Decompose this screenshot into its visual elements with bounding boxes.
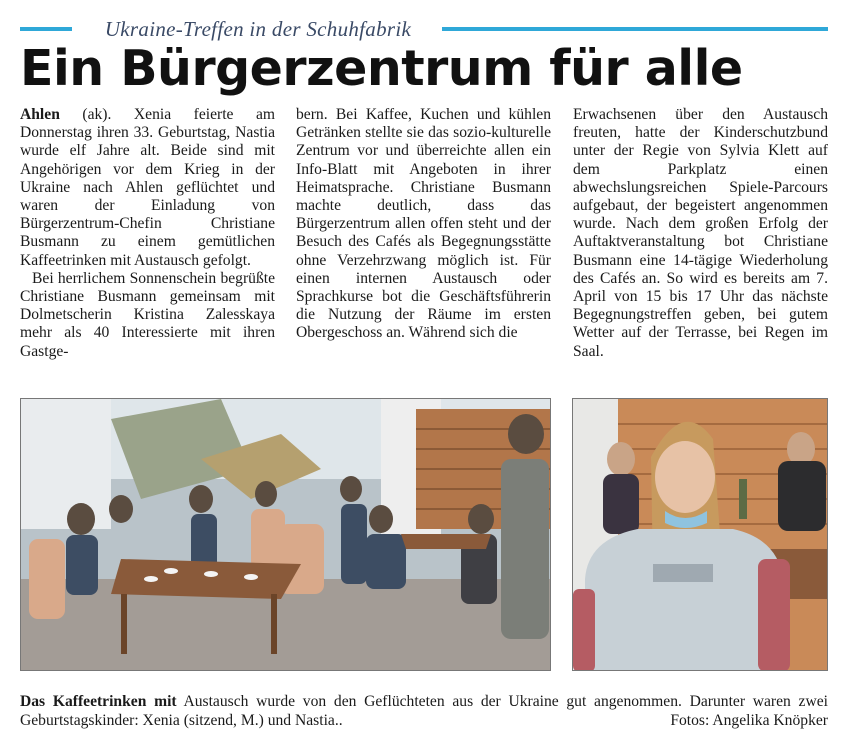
photo-caption — [20, 692, 828, 730]
article-column-1 — [20, 106, 275, 361]
caption-lead: Das Kaffeetrinken mit — [20, 693, 177, 710]
article-column-3 — [573, 106, 828, 361]
kicker-rule-right — [442, 27, 828, 31]
photo-group-terrace — [20, 398, 551, 671]
caption-text: Austausch wurde von den Geflüchteten aus der Ukraine gut angenommen. Darunter waren zwei Geburtstagskinder: Xenia (sitzend, M.) und Nastia.. — [20, 693, 828, 729]
paragraph: Bei herrlichem Sonnenschein begrüßte Christiane Busmann gemeinsam mit Dolmetscherin Kristina Zalesskaya mehr als 40 Interessierte mit ihren Gastge- — [20, 269, 275, 360]
kicker-rule-left — [20, 27, 72, 31]
paragraph-text: (ak). Xenia feierte am Donnerstag ihren 33. Geburtstag, Nastia wurde elf Jahre alt. Beide sind mit Angehörigen vor dem Krieg in der Ukraine nach Ahlen geflüchtet und waren der Einladung von Bürgerzentrum-Chefin Christiane Busmann zu einem gemütlichen Kaffeetrinken mit Austausch gefolgt. — [20, 106, 276, 269]
paragraph — [20, 106, 275, 270]
headline: Ein Bürgerzentrum für alle — [20, 40, 743, 97]
paragraph: bern. Bei Kaffee, Kuchen und kühlen Getränken stellte sie das sozio-kulturelle Zentrum vor und überreichte allen ein Info-Blatt mit Angeboten in ihrer Heimatsprache. Christiane Busmann machte deutlich, dass das Bürgerzentrum allen offen steht und der Besuch des Cafés als Begegnungsstätte ohne Verzehrzwang möglich ist. Für einen internen Austausch oder Sprachkurse bot die Geschäftsführerin die Nutzung der Räume im ersten Obergeschoss an. Während sich die — [296, 106, 551, 342]
photo-credit: Fotos: Angelika Knöpker — [670, 712, 828, 729]
kicker: Ukraine-Treffen in der Schuhfabrik — [104, 17, 412, 41]
article-column-2 — [296, 106, 551, 343]
paragraph: Erwachsenen über den Austausch freuten, hatte der Kinderschutzbund unter der Regie von Sylvia Klett auf dem Parkplatz einen abwechslungsreichen Spiele-Parcours aufgebaut, der begeistert angenommen wurde. Nach dem großen Erfolg der Auftaktveranstaltung bot Christiane Busmann eine 14-tägige Wiederholung des Cafés an. So wird es bereits am 7. April von 15 bis 17 Uhr das nächste Begegnungstreffen geben, bei gutem Wetter auf der Terrasse, bei Regen im Saal. — [573, 106, 828, 360]
photo-girl-portrait — [572, 398, 828, 671]
dateline: Ahlen — [20, 106, 60, 123]
